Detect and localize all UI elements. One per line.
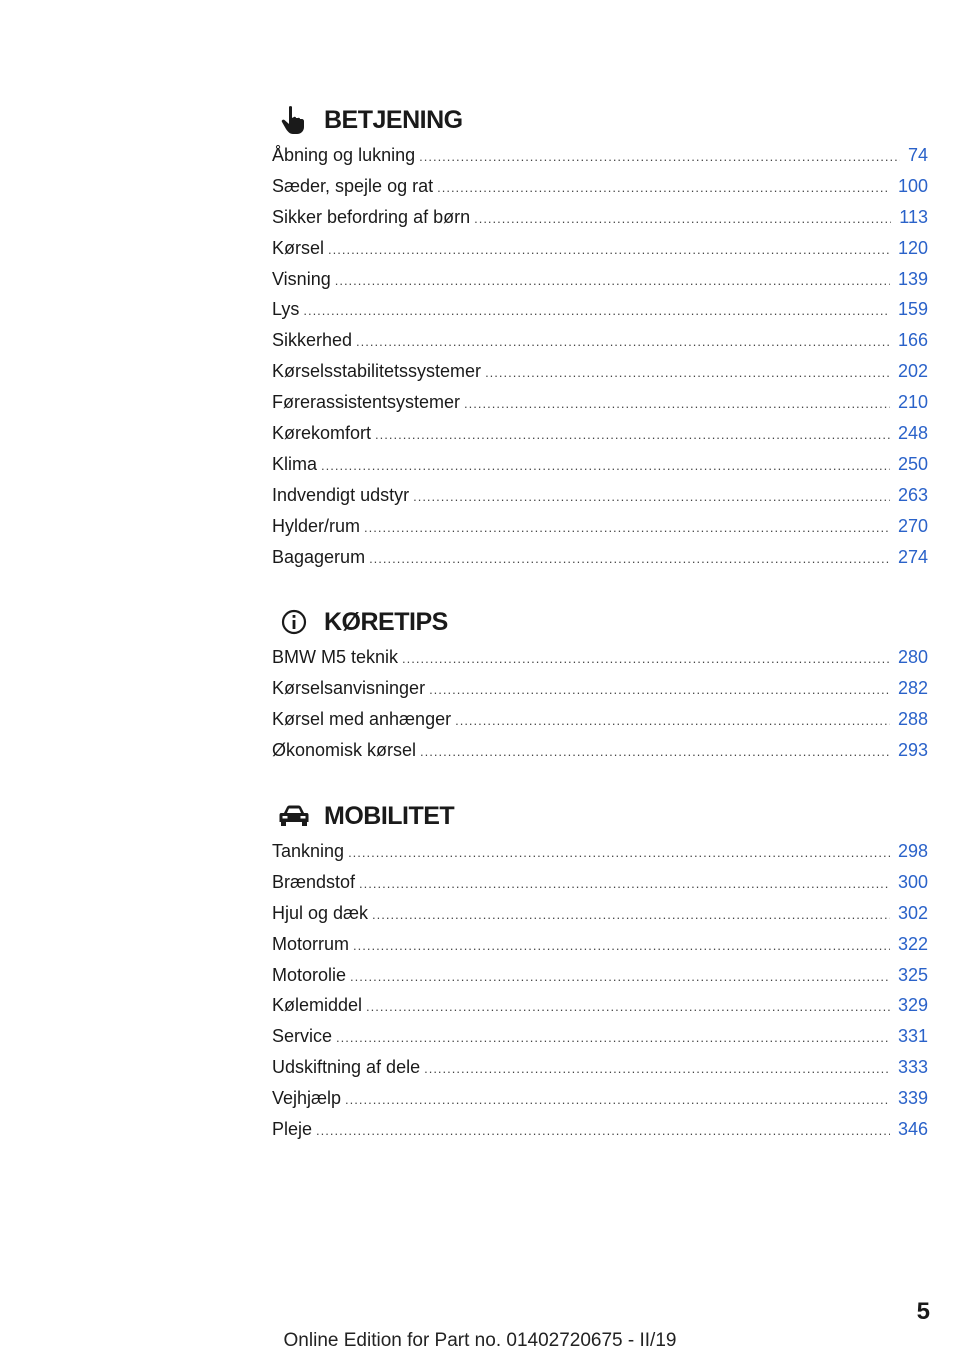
toc-entry[interactable] [272,929,928,960]
page-link[interactable]: 250 [897,453,928,474]
dot-leader [402,644,890,675]
entry-label: Åbning og lukning [272,145,416,165]
info-circle-icon [272,602,316,642]
section-entries [272,642,928,766]
dot-leader [420,737,890,768]
toc-entry[interactable] [272,449,928,480]
entry-label: Indvendigt udstyr [272,484,410,505]
section-entries [272,836,928,1145]
toc-entry[interactable] [272,325,928,356]
toc-entry[interactable] [272,960,928,991]
section-title: MOBILITET [324,801,455,830]
dot-leader [335,266,890,297]
dot-leader [356,327,890,358]
dot-leader [372,900,890,931]
entry-label: Økonomisk kørsel [272,740,417,761]
dot-leader [369,544,890,575]
entry-label: Bagagerum [272,546,366,567]
entry-label: BMW M5 teknik [272,647,399,668]
entry-label: Kørsel [272,237,325,258]
toc-entry[interactable] [272,542,928,573]
toc-entry[interactable] [272,735,928,766]
dot-leader [424,1054,890,1085]
section-header [272,796,928,836]
toc-entry[interactable] [272,480,928,511]
section-koeretips [272,602,928,766]
toc-entry[interactable] [272,990,928,1021]
toc-entry[interactable] [272,171,928,202]
entry-label: Førerassistentsystemer [272,392,461,413]
toc-entry[interactable] [272,704,928,735]
section-mobilitet [272,796,928,1145]
toc-entry[interactable] [272,1083,928,1114]
dot-leader [345,1085,890,1116]
dot-leader [350,962,890,993]
page-link[interactable]: 248 [897,423,928,444]
page-link[interactable]: 300 [897,871,928,892]
dot-leader [366,992,890,1023]
toc-entry[interactable] [272,233,928,264]
page-link[interactable]: 325 [897,964,928,985]
dot-leader [328,235,890,266]
page-link[interactable]: 202 [897,361,928,382]
entry-label: Kørselsstabilitetssystemer [272,361,482,382]
dot-leader [321,451,890,482]
entry-label: Brændstof [272,871,356,892]
dot-leader [437,173,890,204]
section-betjening [272,100,928,572]
entry-label: Sæder, spejle og rat [272,175,434,196]
toc-entry[interactable] [272,264,928,295]
entry-label: Kølemiddel [272,995,363,1016]
dot-leader [316,1116,890,1147]
section-title: KØRETIPS [324,607,448,636]
page-link[interactable]: 333 [897,1057,928,1078]
toc-entry[interactable] [272,1114,928,1145]
toc-entry[interactable] [272,836,928,867]
toc-entry[interactable] [272,140,928,171]
page-link[interactable]: 298 [897,841,928,862]
page-link[interactable]: 274 [897,546,928,567]
toc-entry[interactable] [272,202,928,233]
entry-label: Tankning [272,841,345,862]
entry-label: Vejhjælp [272,1088,342,1109]
page-link[interactable]: 322 [897,933,928,954]
entry-label: Kørekomfort [272,423,372,444]
edition-text: Online Edition for Part no. 01402720675 - II/19 [283,1330,677,1351]
page-link[interactable]: 339 [897,1088,928,1109]
toc-entry[interactable] [272,1021,928,1052]
page-link[interactable]: 120 [897,237,928,258]
page-link[interactable]: 280 [897,647,928,668]
page-link[interactable]: 139 [897,268,928,289]
entry-label: Hylder/rum [272,515,361,536]
page-link[interactable]: 74 [907,145,928,165]
dot-leader [474,204,891,235]
toc-entry[interactable] [272,642,928,673]
entry-label: Pleje [272,1119,313,1140]
page-link[interactable]: 270 [897,515,928,536]
section-entries [272,140,928,572]
page-link[interactable]: 159 [897,299,928,320]
page-link[interactable]: 210 [897,392,928,413]
dot-leader [364,513,890,544]
section-title: BETJENING [324,105,463,134]
toc-entry[interactable] [272,294,928,325]
dot-leader [336,1023,890,1054]
entry-label: Sikker befordring af børn [272,206,471,227]
dot-leader [359,869,890,900]
page-link[interactable]: 282 [897,678,928,699]
page-link[interactable]: 263 [897,484,928,505]
page-number: 5 [916,1298,930,1325]
entry-label: Kørselsanvisninger [272,678,426,699]
dot-leader [303,296,890,327]
dot-leader [348,838,890,869]
page-link[interactable]: 329 [897,995,928,1016]
page-link[interactable]: 331 [897,1026,928,1047]
dot-leader [429,675,890,706]
entry-label: Service [272,1026,333,1047]
entry-label: Kørsel med anhænger [272,709,452,730]
page-link[interactable]: 293 [897,740,928,761]
entry-label: Klima [272,453,318,474]
footer [0,1330,960,1352]
toc-entry[interactable] [272,673,928,704]
page-link[interactable]: 166 [897,330,928,351]
toc-entry[interactable] [272,511,928,542]
section-header [272,100,928,140]
section-header [272,602,928,642]
dot-leader [375,420,890,451]
page-link[interactable]: 100 [897,175,928,196]
toc-entry[interactable] [272,356,928,387]
toc-entry[interactable] [272,867,928,898]
entry-label: Udskiftning af dele [272,1057,421,1078]
dot-leader [413,482,890,513]
toc-entry[interactable] [272,898,928,929]
entry-label: Motorrum [272,933,350,954]
page-link[interactable]: 288 [897,709,928,730]
entry-label: Visning [272,268,331,289]
table-of-contents [272,100,928,1175]
toc-entry[interactable] [272,1052,928,1083]
dot-leader [419,142,900,173]
entry-label: Motorolie [272,964,347,985]
dot-leader [353,931,890,962]
page-link[interactable]: 346 [897,1119,928,1140]
car-front-icon [272,796,316,836]
dot-leader [485,358,890,389]
entry-label: Hjul og dæk [272,902,369,923]
dot-leader [464,389,890,420]
entry-label: Lys [272,299,300,320]
toc-entry[interactable] [272,387,928,418]
dot-leader [455,706,890,737]
page-link[interactable]: 113 [899,206,928,227]
entry-label: Sikkerhed [272,330,353,351]
toc-entry[interactable] [272,418,928,449]
page-link[interactable]: 302 [897,902,928,923]
hand-pointer-icon [272,100,316,140]
